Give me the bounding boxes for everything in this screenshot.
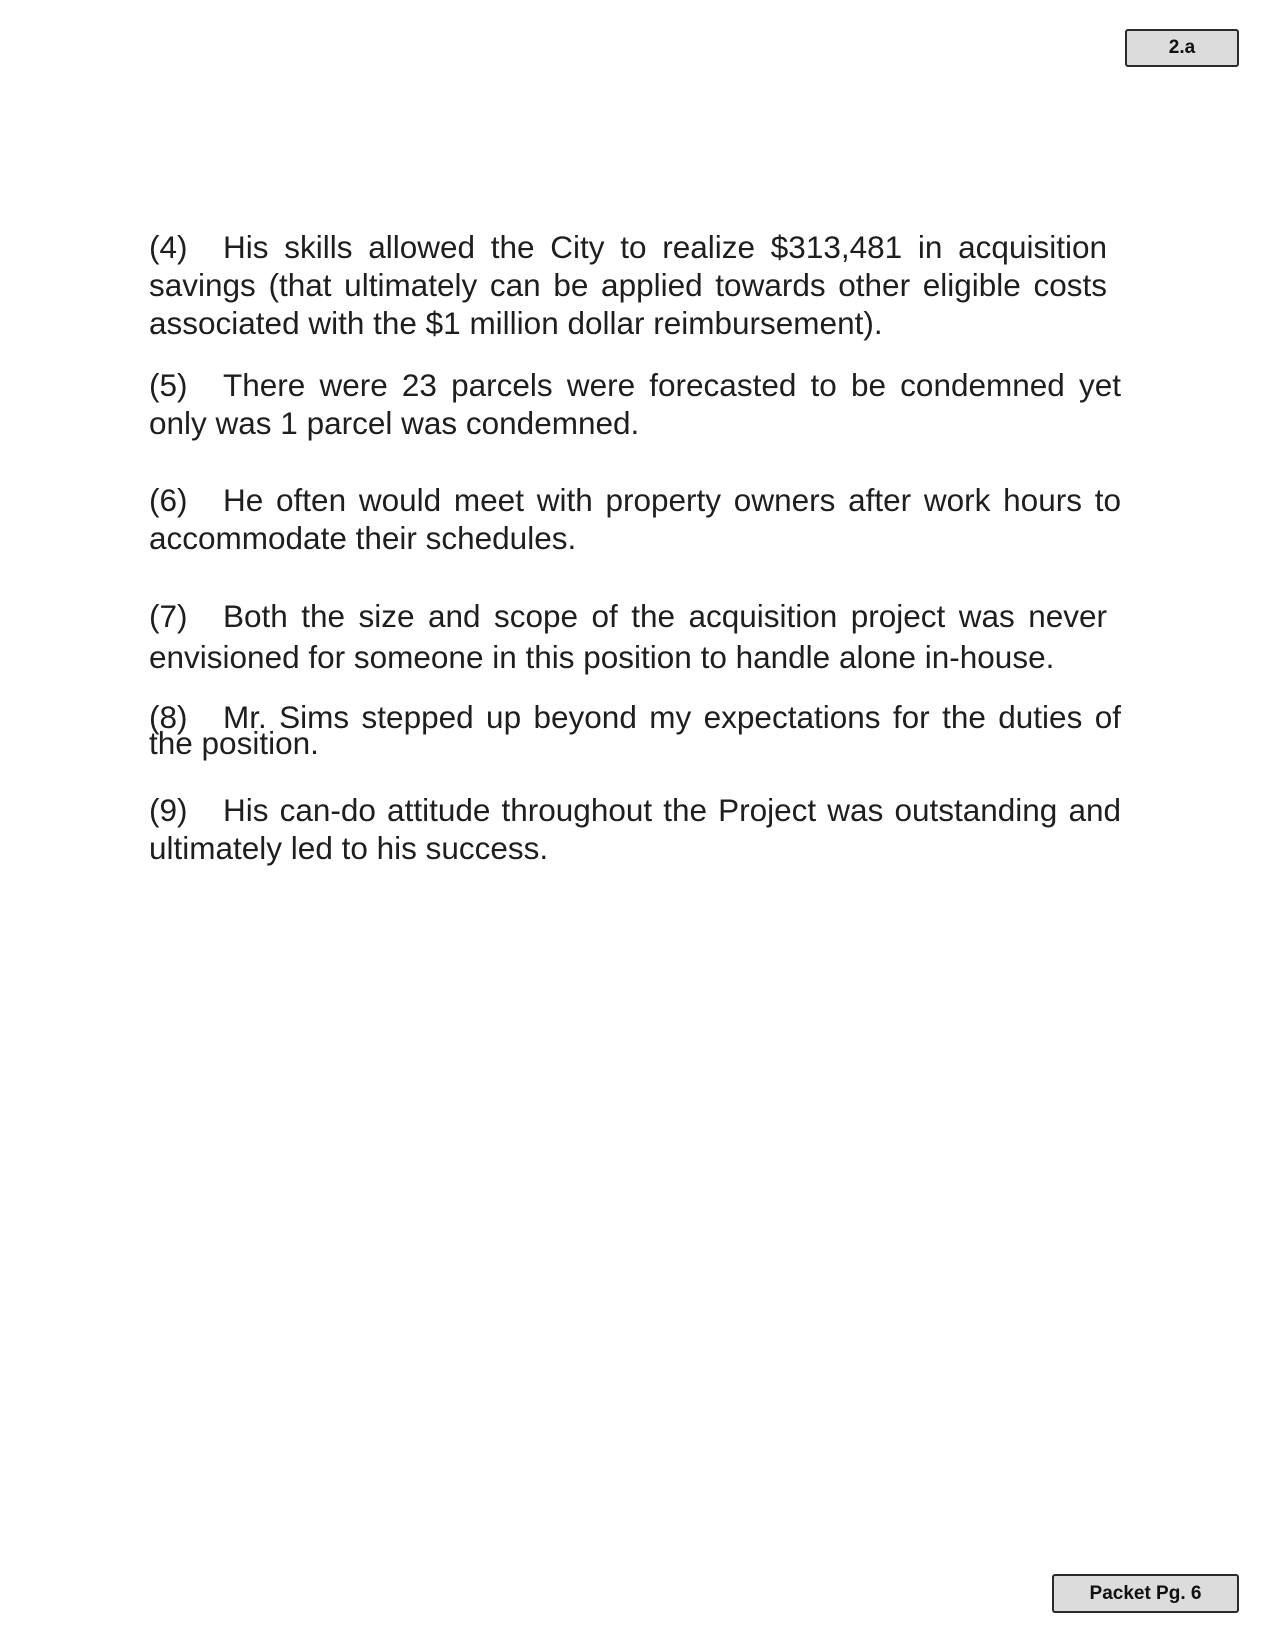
paragraph-text: His skills allowed the City to realize $313,481 in acquisition savings (that ultimately can be applied towards other eligible costs associated with the $1 million dollar reimbursement). [149, 229, 1107, 341]
paragraph-text: He often would meet with property owners after work hours to accommodate their schedules. [149, 482, 1121, 556]
paragraph-number: (7) [149, 598, 188, 634]
paragraph-number: (8) [149, 699, 188, 735]
paragraph-number: (6) [149, 482, 188, 518]
paragraph-number: (4) [149, 229, 188, 265]
letter-body [149, 228, 1121, 867]
paragraph-text: There were 23 parcels were forecasted to be condemned yet only was 1 parcel was condemned. [149, 367, 1121, 441]
packet-page-tag: Packet Pg. 6 [1052, 1574, 1239, 1613]
paragraph-text: Mr. Sims stepped up beyond my expectations for the duties of the position. [149, 699, 1121, 761]
paragraph-text: His can-do attitude throughout the Project was outstanding and ultimately led to his success. [149, 792, 1121, 866]
paragraph-7 [149, 596, 1107, 678]
paragraph-8 [149, 699, 1121, 761]
paragraph-5 [149, 366, 1121, 442]
attachment-tag: 2.a [1125, 29, 1239, 67]
paragraph-4 [149, 228, 1107, 342]
paragraph-number: (5) [149, 367, 188, 403]
paragraph-9 [149, 791, 1121, 867]
paragraph-text: Both the size and scope of the acquisition project was never envisioned for someone in this position to handle alone in-house. [149, 598, 1107, 675]
paragraph-6 [149, 481, 1121, 557]
paragraph-number: (9) [149, 792, 188, 828]
